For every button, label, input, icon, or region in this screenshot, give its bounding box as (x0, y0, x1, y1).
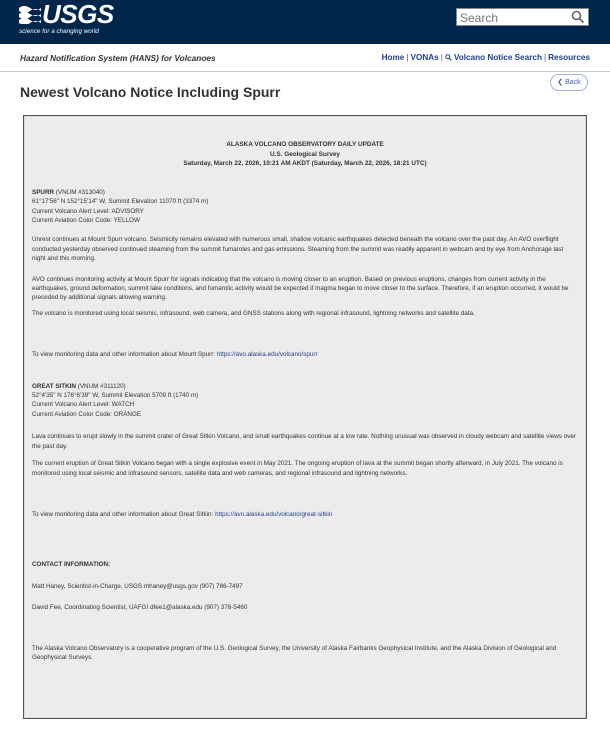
volcano-vnum: (VNUM #311120) (77, 382, 126, 390)
top-banner (0, 0, 610, 44)
search-icon[interactable] (571, 10, 585, 24)
volcano-name: SPURR (32, 188, 55, 196)
nav-vonas-link[interactable]: VONAs (410, 53, 439, 62)
monitor-text: To view monitoring data and other information about Great Sitkin: (32, 510, 214, 518)
notice-body (32, 140, 578, 662)
monitor-link-spurr[interactable]: https://avo.alaska.edu/volcano/spurr (216, 351, 318, 359)
logo-text: USGS (42, 0, 114, 29)
nav-separator: | (440, 53, 443, 62)
notice-footer: The Alaska Volcano Observatory is a cooperative program of the U.S. Geological Survey, the University of Alaska Fairbanks Geophysical Institute, and the Alaska Division of Geological and Geophysical Surveys. (32, 644, 557, 661)
volcano-location: 52°4'35" N 176°6'39" W, Summit Elevation 5709 ft (1740 m) (32, 392, 199, 400)
back-arrow-icon: ❮ (557, 79, 564, 86)
back-button[interactable] (550, 74, 588, 91)
volcano-paragraph: Lava continues to erupt slowly in the summit crater of Great Sitkin Volcano, and small earthquakes continue at a low rate. Nothing unusual was observed in cloudy webcam and satellite views over the past day. (32, 433, 576, 450)
nav-links (382, 53, 590, 62)
contact-heading: CONTACT INFORMATION: (32, 561, 111, 569)
notice-agency: U.S. Geological Survey (270, 150, 340, 158)
nav-separator: | (543, 53, 547, 62)
notice-header (32, 140, 578, 169)
usgs-logo[interactable] (19, 0, 114, 40)
nav-home-link[interactable]: Home (381, 53, 405, 62)
volcano-block-great-sitkin (32, 382, 578, 520)
search-box (456, 8, 589, 26)
volcano-color-code: Current Aviation Color Code: YELLOW (32, 217, 140, 224)
nav-resources-link[interactable]: Resources (548, 53, 590, 62)
search-input[interactable] (457, 10, 567, 26)
volcano-paragraph: The volcano is monitored using local seismic, infrasound, web camera, and GNSS stations along with regional infrasound, lightning networks and satellite data. (32, 309, 475, 317)
volcano-alert-level: Current Volcano Alert Level: WATCH (32, 401, 135, 409)
monitor-text: To view monitoring data and other information about Mount Spurr: (32, 351, 216, 359)
page-title: Newest Volcano Notice Including Spurr (20, 84, 281, 100)
notice-heading: ALASKA VOLCANO OBSERVATORY DAILY UPDATE (226, 141, 384, 148)
volcano-paragraph: Unrest continues at Mount Spurr volcano. Seismicity remains elevated with numerous small, shallow volcanic earthquakes detected beneath the volcano over the past day. An AVO overflight conducted yesterday observed continued steaming from the summit fumaroles and gas emissions. Steaming from the summit was readily apparent in webcam and by eye from Anchorage last night and this morning. (32, 236, 564, 263)
contact-block (32, 560, 578, 612)
contact-person: David Fee, Coordinating Scientist, UAFGI dfee1@alaska.edu (907) 378-5460 (32, 604, 248, 612)
volcano-paragraph: AVO continues monitoring activity at Mount Spurr for signals indicating that the volcano is moving closer to an eruption. Based on previous eruptions, changes from current activity in the earthquakes, ground deformation, summit lake conditions, and fumarolic activity would be expected if magma began to move closer to the surface. Therefore, if an eruption occurred, it would be preceded by additional signals allowing warning. (32, 275, 569, 302)
volcano-location: 61°17'56" N 152°15'14" W, Summit Elevation 11070 ft (3374 m) (32, 198, 209, 206)
search-icon (445, 54, 452, 61)
back-button-label: Back (565, 79, 581, 86)
volcano-vnum: (VNUM #313040) (55, 188, 105, 196)
monitor-link-great-sitkin[interactable]: https://avo.alaska.edu/volcano/great-sitkin (215, 510, 333, 518)
usgs-wave-icon (19, 4, 41, 24)
volcano-alert-level: Current Volcano Alert Level: ADVISORY (32, 207, 144, 215)
logo-tagline: science for a changing world (19, 28, 99, 35)
hans-title: Hazard Notification System (HANS) for Volcanoes (20, 53, 216, 63)
volcano-color-code: Current Aviation Color Code: ORANGE (32, 410, 142, 418)
notice-datetime: Saturday, March 22, 2026, 10:21 AM AKDT (Saturday, March 22, 2026, 18:21 UTC) (183, 160, 427, 168)
volcano-block-spurr (32, 188, 578, 360)
nav-separator: | (406, 53, 409, 62)
volcano-name: GREAT SITKIN (32, 382, 76, 390)
nav-notice-search-link[interactable]: Volcano Notice Search (453, 53, 542, 62)
sub-navigation (0, 44, 610, 72)
volcano-paragraph: The current eruption of Great Sitkin Volcano began with a single explosive event in May 2021. The ongoing eruption of lava at the summit began shortly afterward, in July 2021. The volcano is monitored using local seismic and infrasound sensors, satellite data and web cameras, and regional infrasound and lightning networks. (32, 460, 563, 477)
volcano-notice (23, 115, 587, 719)
contact-person: Matt Haney, Scientist-in-Charge, USGS mhaney@usgs.gov (907) 786-7497 (32, 582, 243, 590)
